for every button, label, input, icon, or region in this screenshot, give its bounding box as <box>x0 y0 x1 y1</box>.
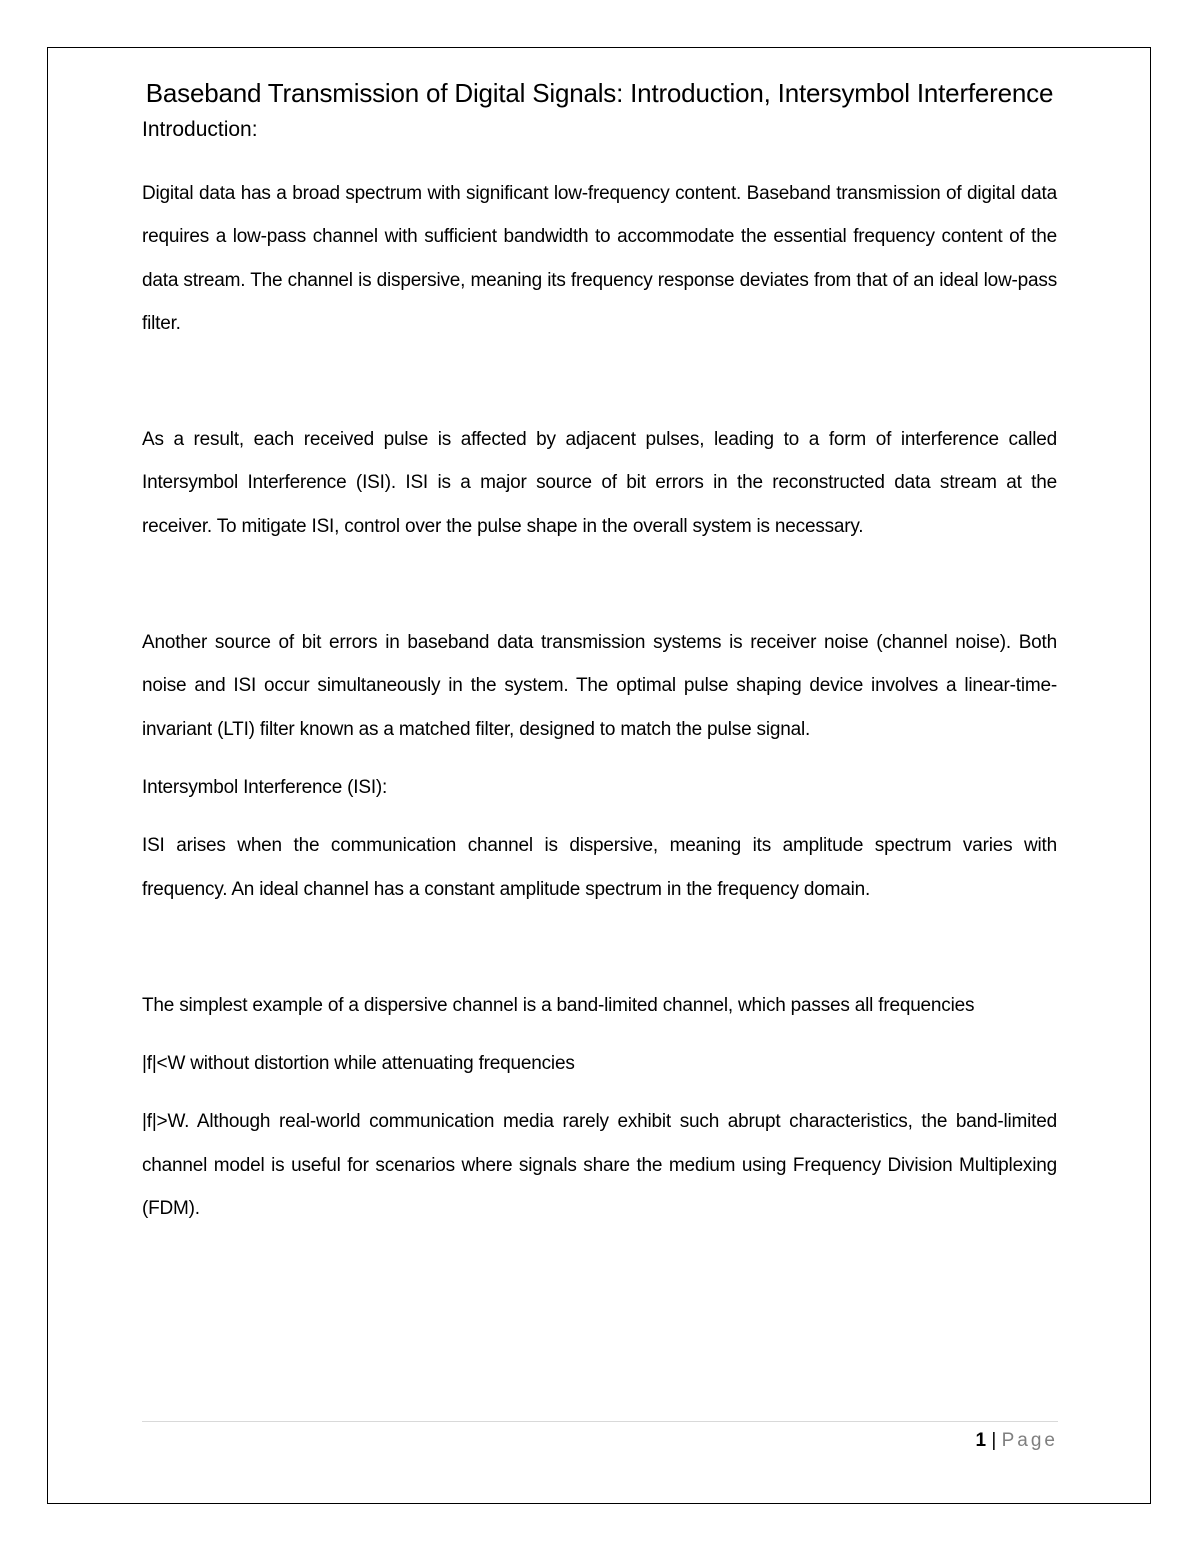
document-body <box>142 74 1057 1230</box>
paragraph-isi: ISI arises when the communication channel is dispersive, meaning its amplitude spectrum varies with frequency. An ideal channel has a constant amplitude spectrum in the frequency domain. <box>142 835 1057 900</box>
footer-separator: | <box>991 1430 997 1451</box>
document-title: Baseband Transmission of Digital Signals: Introduction, Intersymbol Interference <box>145 78 1054 108</box>
paragraph-intro: Digital data has a broad spectrum with significant low-frequency content. Baseband transmission of digital data requires a low-pass channel with sufficient bandwidth to accommodate the essential frequency content of the data stream. The channel is dispersive, meaning its frequency response deviates from that of an ideal low-pass filter. <box>142 183 1057 334</box>
paragraph-f-greater-than-w: |f|>W. Although real-world communication media rarely exhibit such abrupt characteristics, the band-limited channel model is useful for scenarios where signals share the medium using Frequency Division Multiplexing (FDM). <box>142 1111 1057 1220</box>
paragraph-band-limited: The simplest example of a dispersive channel is a band-limited channel, which passes all frequencies <box>142 994 975 1016</box>
footer-divider <box>142 1421 1058 1422</box>
paragraph-f-less-than-w: |f|<W without distortion while attenuating frequencies <box>142 1053 575 1075</box>
page-label: Page <box>1001 1430 1058 1451</box>
page-footer <box>976 1427 1058 1455</box>
isi-heading: Intersymbol Interference (ISI): <box>142 776 388 798</box>
paragraph-isi-result: As a result, each received pulse is affected by adjacent pulses, leading to a form of interference called Intersymbol Interference (ISI). ISI is a major source of bit errors in the reconstructed data stream at the receiver. To mitigate ISI, control over the pulse shape in the overall system is necessary. <box>142 429 1057 537</box>
paragraph-noise: Another source of bit errors in baseband data transmission systems is receiver noise (channel noise). Both noise and ISI occur simultaneously in the system. The optimal pulse shaping device involves a linear-time-invariant (LTI) filter known as a matched filter, designed to match the pulse signal. <box>142 632 1057 740</box>
page-number: 1 <box>975 1430 987 1451</box>
intro-heading: Introduction: <box>142 118 258 141</box>
